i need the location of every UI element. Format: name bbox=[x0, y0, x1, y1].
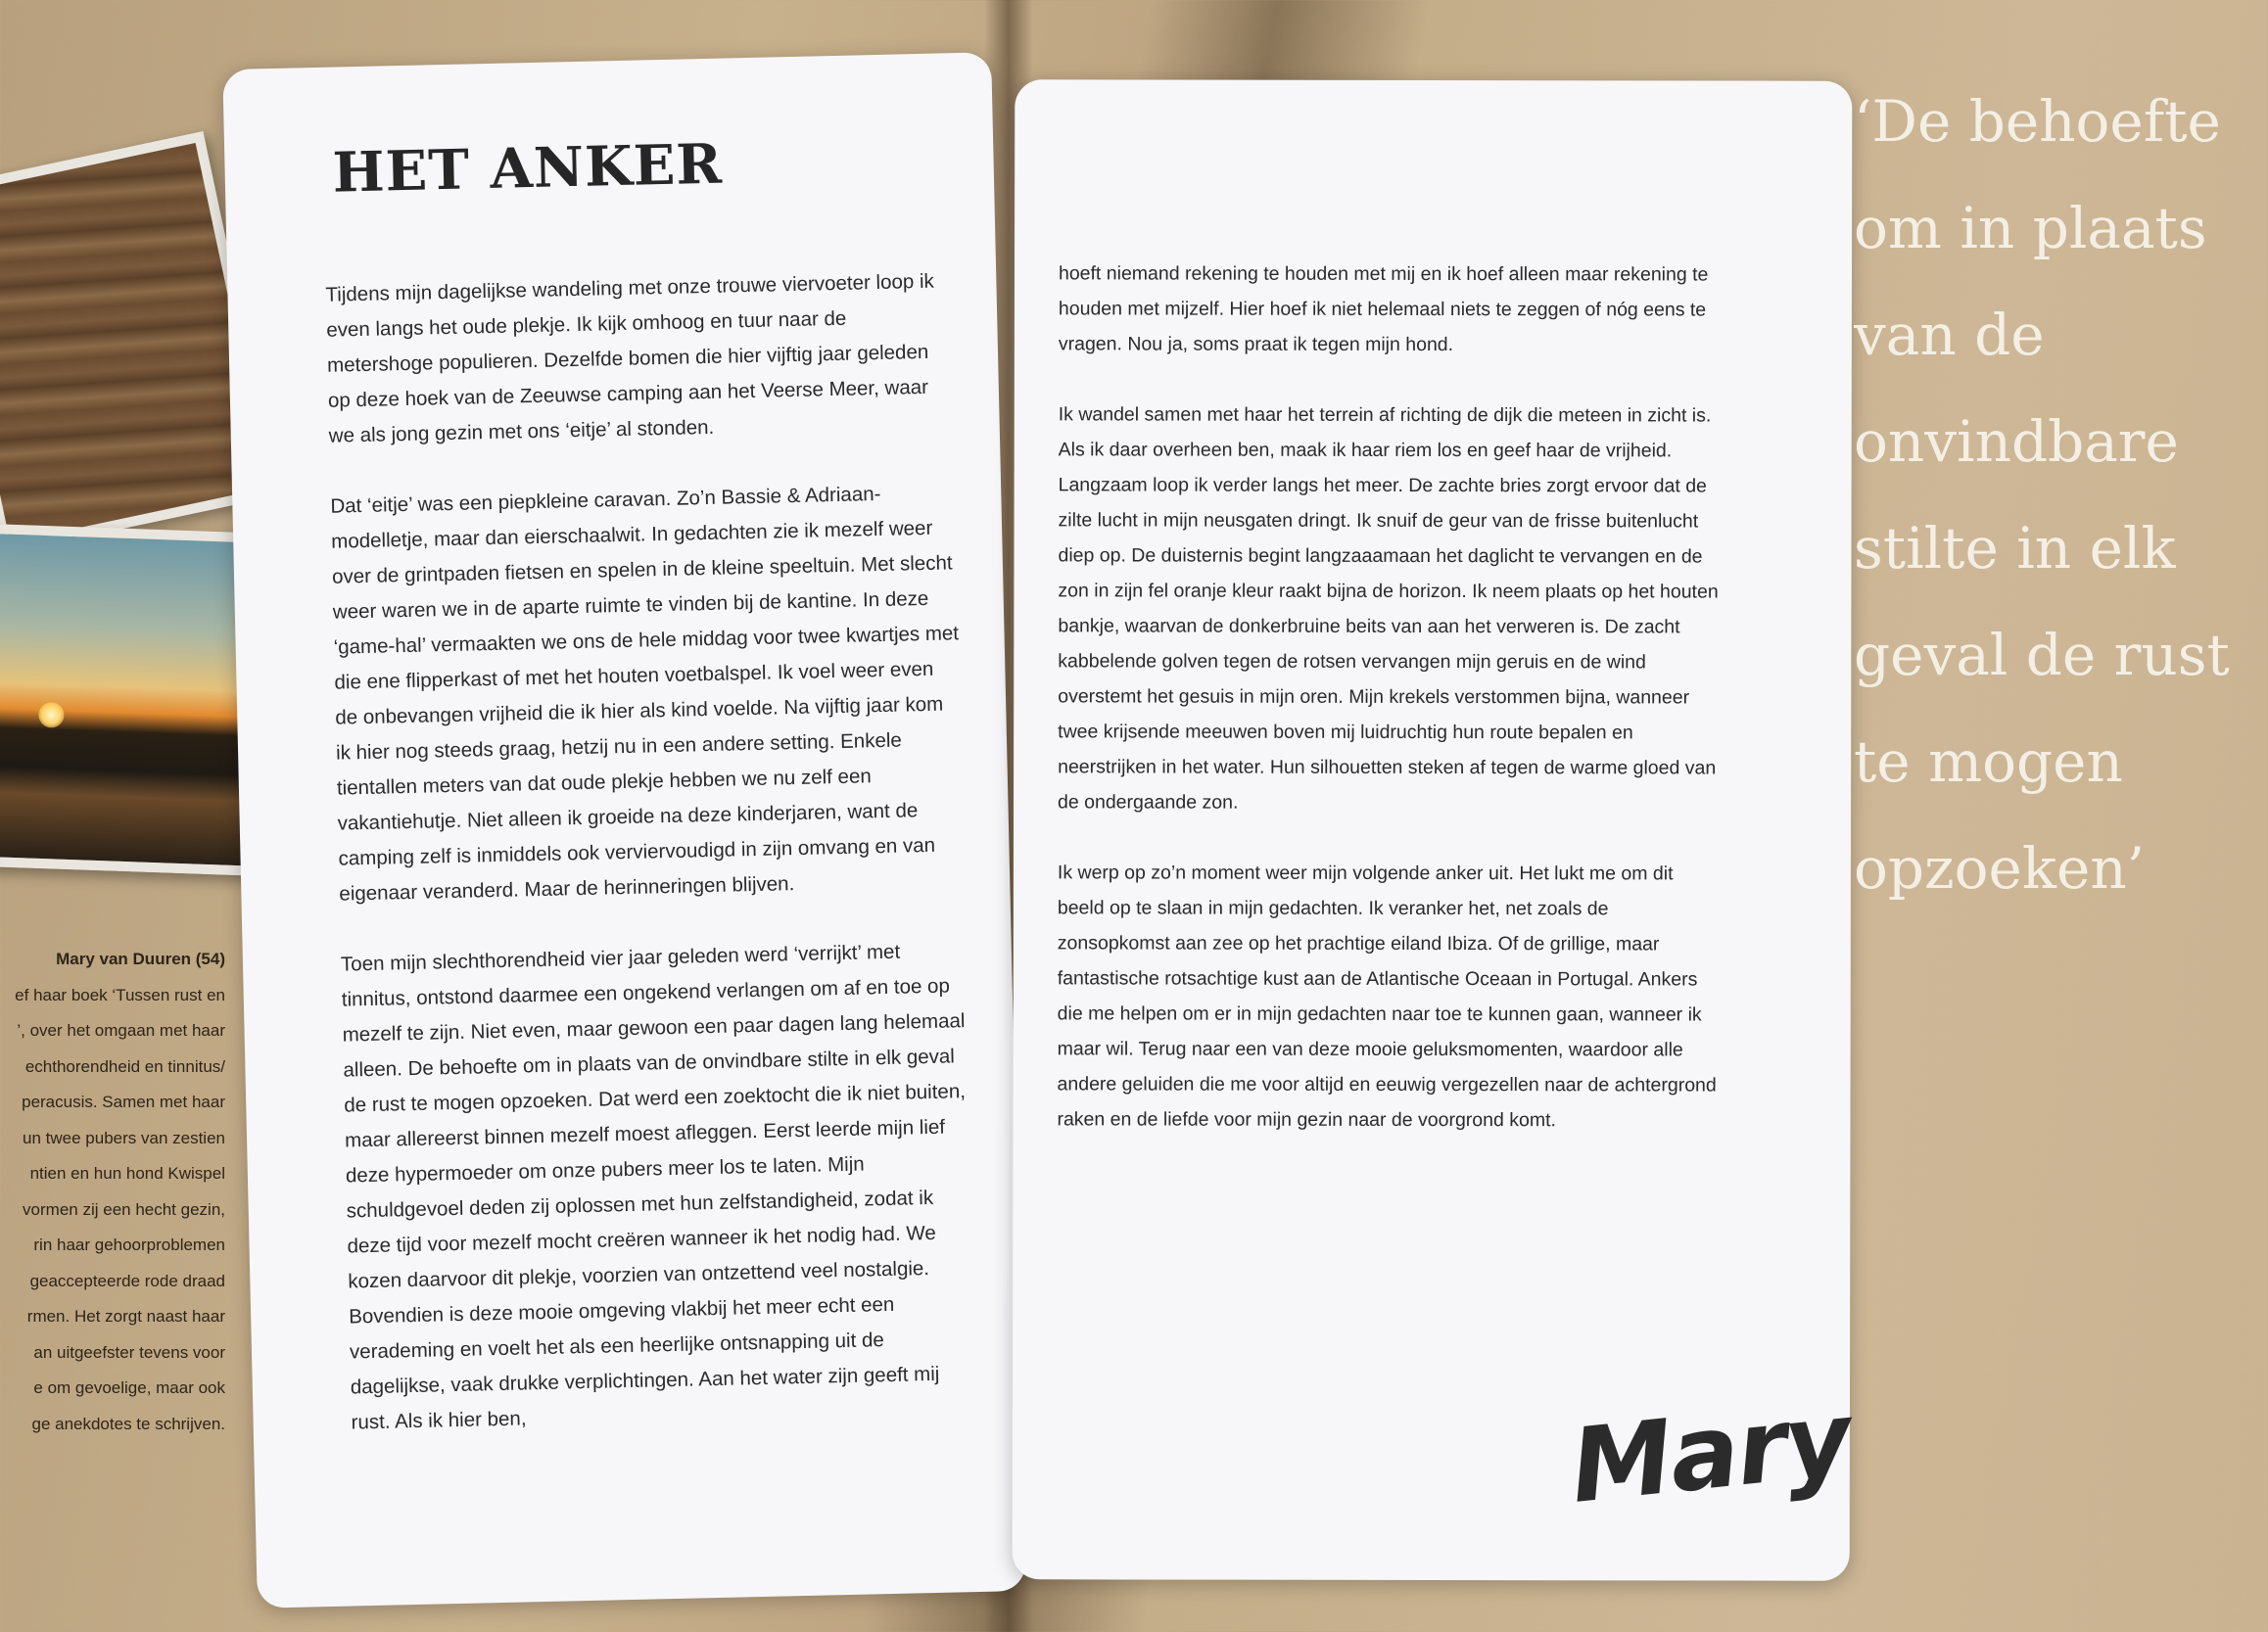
paragraph: Ik wandel samen met haar het terrein af richting de dijk die meteen in zicht is. Als ik daar overheen ben, maak ik haar riem los en geef haar de vrijheid. Langzaam loop ik verder langs het meer. De zachte bries zorgt ervoor dat de zilte lucht in mijn neusgaten dringt. Ik snuif de geur van de frisse buitenlucht diep op. De duisternis begint langzaaamaan het daglicht te vervangen en de zon in zijn fel oranje kleur raakt bijna de horizon. Ik neem plaats op het houten bankje, waarvan de donkerbruine beits van aan het verweren is. De zacht kabbelende golven tegen de rotsen vervangen mijn geruis en de wind overstemt het gesuis in mijn oren. Mijn krekels verstommen bijna, wanneer twee krijsende meeuwen boven mij luidruchtig hun route bepalen en neerstrijken in het water. Hun silhouetten steken af tegen de warme gloed van de ondergaande zon. bbox=[1058, 403, 1719, 814]
author-bio-line: an uitgeefster tevens voor bbox=[33, 1342, 225, 1362]
author-bio-line: peracusis. Samen met haar bbox=[22, 1093, 225, 1111]
pull-quote-line: geval de rust bbox=[1854, 622, 2230, 688]
signature: Mary bbox=[1565, 1378, 1856, 1526]
pull-quote-line: van de bbox=[1854, 302, 2045, 368]
pull-quote-line: onvindbare bbox=[1854, 408, 2179, 475]
author-bio-line: e om gevoelige, maar ook bbox=[33, 1378, 225, 1397]
author-bio-line: ef haar boek ‘Tussen rust en bbox=[15, 985, 225, 1004]
paragraph: Ik werp op zo’n moment weer mijn volgende anker uit. Het lukt me om dit beeld op te slaan in mijn gedachten. Ik veranker het, net zoals de zonsopkomst aan zee op het prachtige eiland Ibiza. Of de grillige, maar fantastische rotsachtige kust aan de Atlantische Oceaan in Portugal. Ankers die me helpen om er in mijn gedachten naar toe te kunnen gaan, wanneer ik maar wil. Terug naar een van deze mooie geluksmomenten, waardoor alle andere geluiden die me voor altijd en eeuwig vergezellen naar de achtergrond raken en de liefde voor mijn gezin naar de voorgrond komt. bbox=[1057, 862, 1717, 1132]
article-title: HET ANKER bbox=[331, 131, 724, 206]
author-bio-line: geaccepteerde rode draad bbox=[29, 1271, 225, 1290]
sun-icon bbox=[38, 702, 65, 728]
pull-quote bbox=[1854, 69, 2268, 922]
author-bio-line: un twee pubers van zestien bbox=[23, 1128, 225, 1147]
pull-quote-line: opzoeken’ bbox=[1854, 835, 2146, 902]
paragraph: Tijdens mijn dagelijkse wandeling met onze trouwe viervoeter loop ik even langs het oude plekje. Ik kijk omhoog en tuur naar de metershoge populieren. Dezelfde bomen die hier vijftig jaar geleden op deze hoek van de Zeeuwse camping aan het Veerse Meer, waar we als jong gezin met ons ‘eitje’ al stonden. bbox=[325, 269, 935, 447]
pull-quote-line: om in plaats bbox=[1854, 195, 2207, 261]
author-bio-line: Mary van Duuren (54) bbox=[56, 950, 225, 968]
pull-quote-line: stilte in elk bbox=[1854, 515, 2176, 582]
right-column-text bbox=[1057, 256, 1725, 1173]
pull-quote-line: te mogen bbox=[1854, 728, 2123, 795]
paragraph: hoeft niemand rekening te houden met mij en ik hoef alleen maar rekening te houden met mijzelf. Hier hoef ik niet helemaal niets te zeggen of nóg eens te vragen. Nou ja, soms praat ik tegen mijn hond. bbox=[1058, 262, 1709, 356]
author-bio-line: ’, over het omgaan met haar bbox=[17, 1021, 225, 1040]
paragraph: Dat ‘eitje’ was een piepkleine caravan. Zo’n Bassie & Adriaan-modelletje, maar dan eierschaalwit. In gedachten zie ik mezelf weer over de grintpaden fietsen en spelen in de kleine speeltuin. Met slecht weer waren we in de aparte ruimte te vinden bij de kantine. In deze ‘game-hal’ vermaakten we ons de hele middag voor twee kwartjes met die ene flipperkast of met het houten voetbalspel. Ik voel weer even de onbevangen vrijheid die ik hier als kind voelde. Na vijftig jaar kom ik hier nog steeds graag, hetzij nu in een andere setting. Enkele tientallen meters van dat oude plekje hebben we nu zelf een vakantiehutje. Niet alleen ik groeide na deze kinderjaren, want de camping zelf is inmiddels ook verviervoudigd in zijn omvang en van eigenaar veranderd. Maar de herinneringen blijven. bbox=[330, 482, 960, 906]
author-bio-line: rmen. Het zorgt naast haar bbox=[26, 1307, 225, 1326]
author-bio-line: ntien en hun hond Kwispel bbox=[29, 1164, 225, 1183]
author-bio-line: echthorendheid en tinnitus/ bbox=[24, 1056, 225, 1076]
author-bio bbox=[0, 942, 225, 1442]
pull-quote-line: ‘De behoefte bbox=[1854, 88, 2221, 155]
left-page bbox=[222, 52, 1025, 1608]
right-page bbox=[1013, 79, 1856, 1580]
author-bio-line: ge anekdotes te schrijven. bbox=[31, 1414, 225, 1433]
author-bio-line: vormen zij een hecht gezin, bbox=[23, 1199, 225, 1219]
paragraph: Toen mijn slechthorendheid vier jaar geleden werd ‘verrijkt’ met tinnitus, ontstond daarmee een ongekend verlangen om af en toe op mezelf te zijn. Niet even, maar gewoon een paar dagen lang helemaal alleen. De behoefte om in plaats van de onvindbare stilte in elk geval de rust te mogen opzoeken. Dat werd een zoektocht die ik niet buiten, maar allereerst binnen mezelf moest afleggen. Eerst leerde mijn lief deze hypermoeder om onze pubers meer los te laten. Mijn schuldgevoel deden zij oplossen met hun zelfstandigheid, zodat ik deze tijd voor mezelf mocht creëren wanneer ik het nodig had. We kozen daarvoor dit plekje, voorzien van ontzettend veel nostalgie. Bovendien is deze mooie omgeving vlakbij het meer echt een verademing en voelt het als een heerlijke ontsnapping uit de dagelijkse, vaak drukke verplichtingen. Aan het water zijn geeft mij rust. Als ik hier ben, bbox=[340, 940, 967, 1434]
author-bio-line: rin haar gehoorproblemen bbox=[33, 1236, 225, 1254]
left-column-text bbox=[325, 263, 979, 1475]
